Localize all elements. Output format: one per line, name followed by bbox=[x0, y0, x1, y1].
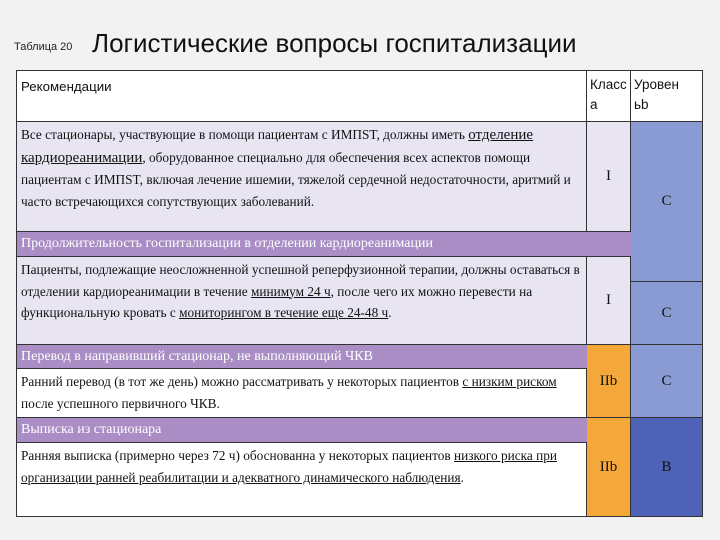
row2-class: I bbox=[587, 256, 631, 345]
row3-class: IIb bbox=[587, 345, 631, 418]
row4-class: IIb bbox=[587, 418, 631, 516]
row1-text: Все стационары, участвующие в помощи пациентам с ИМПST, должны иметь bbox=[21, 127, 469, 142]
row1-text-end: , оборудованное специально для обеспечения всех аспектов помощи пациентам с ИМПST, включая лечение ишемии, тяжелой сердечной недостаточности, аритмий и часто встречающихся сопутствующих заболеваний. bbox=[21, 149, 571, 209]
row3-link[interactable]: с низким риском bbox=[462, 374, 557, 389]
section-duration: Продолжительность госпитализации в отделении кардиореанимации bbox=[17, 232, 631, 256]
row2-text-mid: , после чего их можно перевести на функциональную кровать с bbox=[21, 283, 533, 320]
header-level bbox=[631, 71, 702, 122]
section-transfer: Перевод в направивший стационар, не выполняющий ЧКВ bbox=[17, 345, 587, 369]
row1-class: I bbox=[587, 122, 631, 232]
row1-link[interactable]: отделение кардиореанимации bbox=[21, 127, 534, 166]
row4-text: Ранняя выписка (примерно через 72 ч) обоснованна у некоторых пациентов bbox=[21, 448, 454, 463]
header-level-line1: Уровен bbox=[634, 77, 679, 92]
header-level-line2: ьb bbox=[634, 97, 649, 112]
recommendations-table bbox=[16, 70, 703, 517]
page-title: Логистические вопросы госпитализации bbox=[92, 28, 577, 58]
row2-text-end: . bbox=[388, 305, 392, 320]
row2-level: C bbox=[631, 282, 702, 345]
recommendation-row-1 bbox=[17, 122, 587, 232]
recommendation-row-3 bbox=[17, 369, 587, 418]
row1-level: C bbox=[631, 122, 702, 282]
section-discharge: Выписка из стационара bbox=[17, 418, 587, 443]
header-class bbox=[587, 71, 631, 122]
row2-link[interactable]: минимум 24 ч bbox=[250, 283, 331, 299]
header-recommendations: Рекомендации bbox=[17, 71, 587, 122]
header-class-line1: Класс bbox=[590, 77, 627, 92]
table-number-label: Таблица 20 bbox=[14, 41, 73, 53]
row2-link2[interactable]: мониторингом в течение еще 24-48 ч bbox=[179, 305, 389, 320]
row3-text-end: после успешного первичного ЧКВ. bbox=[21, 395, 220, 411]
header-class-line2: а bbox=[590, 97, 598, 112]
row2-text: Пациенты, подлежащие неосложненной успешной реперфузионной терапии, должны оставаться в отделении кардиореанимации в течение bbox=[21, 262, 580, 299]
recommendation-row-4 bbox=[17, 443, 587, 516]
row3-level: C bbox=[631, 345, 702, 418]
recommendation-row-2 bbox=[17, 256, 587, 345]
row4-level: B bbox=[631, 418, 702, 516]
row4-link[interactable]: низкого риска при организации ранней реабилитации и адекватного динамического наблюдения bbox=[21, 448, 558, 485]
row4-text-end: . bbox=[460, 469, 464, 485]
row3-text: Ранний перевод (в тот же день) можно рассматривать у некоторых пациентов bbox=[21, 374, 463, 389]
